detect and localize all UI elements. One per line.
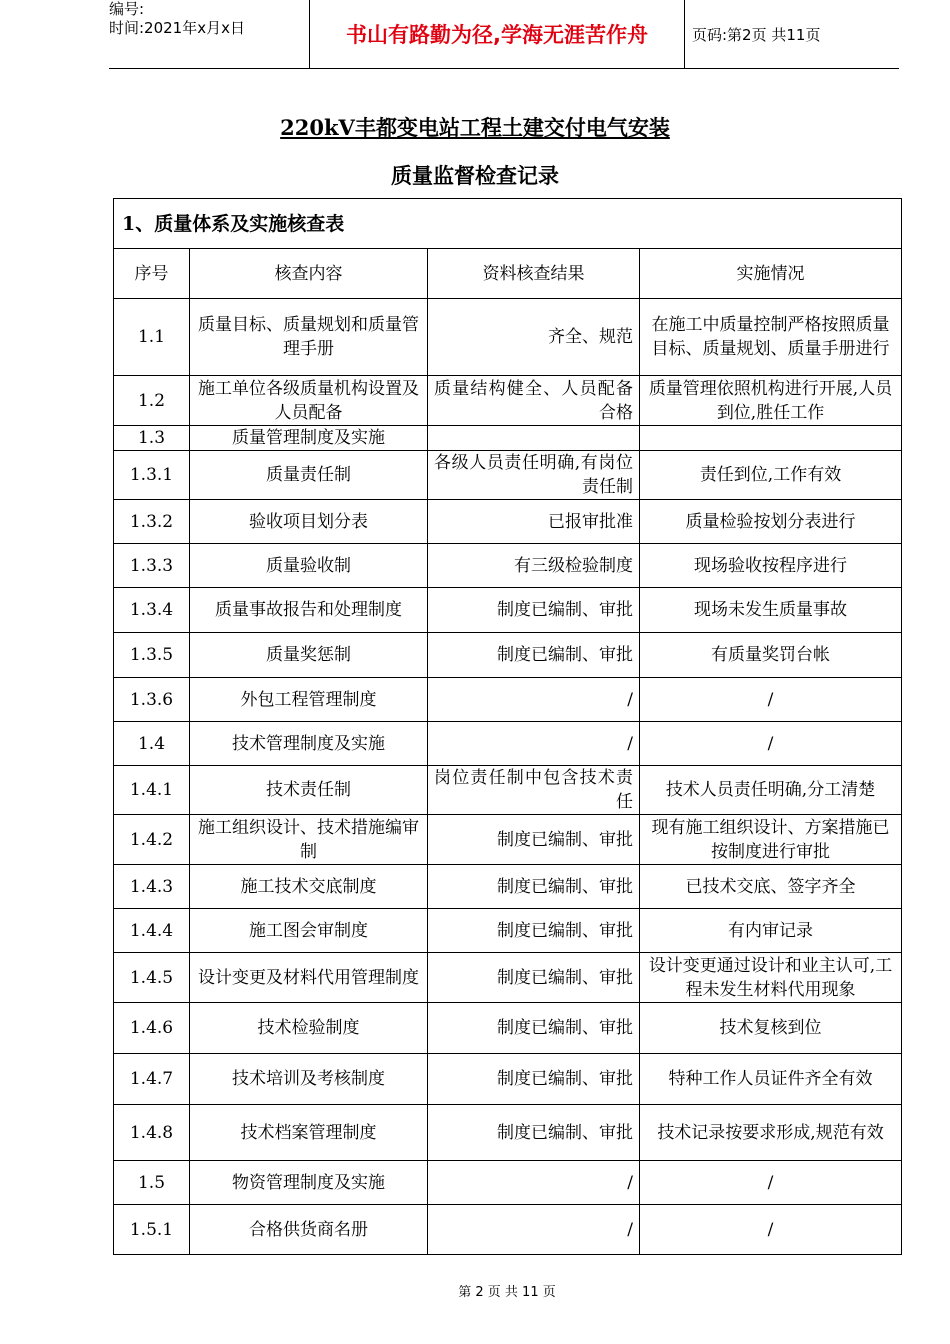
row-status: 责任到位,工作有效	[640, 451, 902, 500]
row-content: 质量验收制	[190, 544, 428, 588]
row-no: 1.3.6	[114, 678, 190, 722]
row-result: 制度已编制、审批	[428, 633, 640, 678]
row-no: 1.4.2	[114, 815, 190, 865]
row-content: 质量责任制	[190, 451, 428, 500]
row-result: 岗位责任制中包含技术责任	[428, 766, 640, 815]
header-motto: 书山有路勤为径,学海无涯苦作舟	[309, 0, 685, 68]
col-header-result: 资料核查结果	[428, 249, 640, 299]
table-row	[114, 815, 902, 865]
row-result: /	[428, 722, 640, 766]
table-row	[114, 722, 902, 766]
row-result: 有三级检验制度	[428, 544, 640, 588]
row-no: 1.4.6	[114, 1003, 190, 1054]
row-content: 技术责任制	[190, 766, 428, 815]
table-row	[114, 1054, 902, 1105]
table-row	[114, 426, 902, 451]
row-content: 验收项目划分表	[190, 500, 428, 544]
row-result: 质量结构健全、人员配备合格	[428, 376, 640, 426]
row-no: 1.4.5	[114, 953, 190, 1003]
row-result: 制度已编制、审批	[428, 588, 640, 633]
row-content: 技术档案管理制度	[190, 1105, 428, 1161]
col-header-status: 实施情况	[640, 249, 902, 299]
row-content: 技术培训及考核制度	[190, 1054, 428, 1105]
row-result: /	[428, 1205, 640, 1255]
row-result: 齐全、规范	[428, 299, 640, 376]
row-status: 技术记录按要求形成,规范有效	[640, 1105, 902, 1161]
table-row	[114, 588, 902, 633]
page-footer: 第 2 页 共 11 页	[458, 1285, 556, 1300]
row-content: 物资管理制度及实施	[190, 1161, 428, 1205]
row-status: 技术复核到位	[640, 1003, 902, 1054]
col-header-no: 序号	[114, 249, 190, 299]
row-result: 制度已编制、审批	[428, 865, 640, 909]
row-no: 1.3.5	[114, 633, 190, 678]
row-no: 1.2	[114, 376, 190, 426]
table-row	[114, 678, 902, 722]
document-title: 220kV丰都变电站工程土建交付电气安装	[280, 115, 670, 140]
row-status: /	[640, 1161, 902, 1205]
row-status: 设计变更通过设计和业主认可,工程未发生材料代用现象	[640, 953, 902, 1003]
row-status: 特种工作人员证件齐全有效	[640, 1054, 902, 1105]
row-status	[640, 426, 902, 451]
inspection-table	[113, 198, 902, 1255]
row-result: 制度已编制、审批	[428, 815, 640, 865]
row-status: 有质量奖罚台帐	[640, 633, 902, 678]
row-status: /	[640, 722, 902, 766]
row-status: /	[640, 678, 902, 722]
row-content: 技术管理制度及实施	[190, 722, 428, 766]
row-status: 现场验收按程序进行	[640, 544, 902, 588]
row-result: 制度已编制、审批	[428, 1054, 640, 1105]
row-no: 1.4	[114, 722, 190, 766]
header-page-info: 页码:第2页 共11页	[692, 25, 821, 44]
row-no: 1.4.7	[114, 1054, 190, 1105]
row-status: 技术人员责任明确,分工清楚	[640, 766, 902, 815]
page-header	[109, 0, 899, 69]
table-row	[114, 299, 902, 376]
row-result: 制度已编制、审批	[428, 1105, 640, 1161]
row-result: 制度已编制、审批	[428, 909, 640, 953]
row-result: 各级人员责任明确,有岗位责任制	[428, 451, 640, 500]
row-no: 1.3.3	[114, 544, 190, 588]
table-row	[114, 1205, 902, 1255]
row-content: 质量奖惩制	[190, 633, 428, 678]
document-subtitle: 质量监督检查记录	[391, 163, 559, 188]
row-no: 1.4.8	[114, 1105, 190, 1161]
code-label: 编号:	[109, 0, 145, 18]
row-result: 已报审批准	[428, 500, 640, 544]
row-no: 1.3.4	[114, 588, 190, 633]
row-content: 质量事故报告和处理制度	[190, 588, 428, 633]
table-row	[114, 766, 902, 815]
row-status: 在施工中质量控制严格按照质量目标、质量规划、质量手册进行	[640, 299, 902, 376]
table-row	[114, 633, 902, 678]
table-row	[114, 500, 902, 544]
row-content: 质量管理制度及实施	[190, 426, 428, 451]
col-header-content: 核查内容	[190, 249, 428, 299]
row-result: 制度已编制、审批	[428, 1003, 640, 1054]
row-result: 制度已编制、审批	[428, 953, 640, 1003]
row-no: 1.3.2	[114, 500, 190, 544]
row-status: /	[640, 1205, 902, 1255]
row-content: 施工图会审制度	[190, 909, 428, 953]
column-header-row	[114, 249, 902, 299]
row-no: 1.5.1	[114, 1205, 190, 1255]
row-content: 施工技术交底制度	[190, 865, 428, 909]
row-status: 质量检验按划分表进行	[640, 500, 902, 544]
header-meta	[109, 0, 309, 68]
row-no: 1.4.1	[114, 766, 190, 815]
table-row	[114, 376, 902, 426]
row-result: /	[428, 1161, 640, 1205]
row-content: 合格供货商名册	[190, 1205, 428, 1255]
row-no: 1.1	[114, 299, 190, 376]
table-row	[114, 953, 902, 1003]
table-row	[114, 451, 902, 500]
section-row	[114, 199, 902, 249]
row-content: 外包工程管理制度	[190, 678, 428, 722]
table-row	[114, 1105, 902, 1161]
section-title: 1、质量体系及实施核查表	[114, 199, 902, 249]
row-no: 1.5	[114, 1161, 190, 1205]
row-content: 施工单位各级质量机构设置及人员配备	[190, 376, 428, 426]
row-no: 1.4.3	[114, 865, 190, 909]
row-status: 现场未发生质量事故	[640, 588, 902, 633]
row-result: /	[428, 678, 640, 722]
row-result	[428, 426, 640, 451]
row-no: 1.3	[114, 426, 190, 451]
row-no: 1.4.4	[114, 909, 190, 953]
row-status: 已技术交底、签字齐全	[640, 865, 902, 909]
row-status: 质量管理依照机构进行开展,人员到位,胜任工作	[640, 376, 902, 426]
row-content: 设计变更及材料代用管理制度	[190, 953, 428, 1003]
row-no: 1.3.1	[114, 451, 190, 500]
table-row	[114, 865, 902, 909]
row-content: 质量目标、质量规划和质量管理手册	[190, 299, 428, 376]
table-row	[114, 909, 902, 953]
row-status: 现有施工组织设计、方案措施已按制度进行审批	[640, 815, 902, 865]
row-content: 施工组织设计、技术措施编审制	[190, 815, 428, 865]
table-row	[114, 544, 902, 588]
table-row	[114, 1003, 902, 1054]
row-content: 技术检验制度	[190, 1003, 428, 1054]
table-row	[114, 1161, 902, 1205]
time-label: 时间:2021年x月x日	[109, 19, 245, 37]
row-status: 有内审记录	[640, 909, 902, 953]
